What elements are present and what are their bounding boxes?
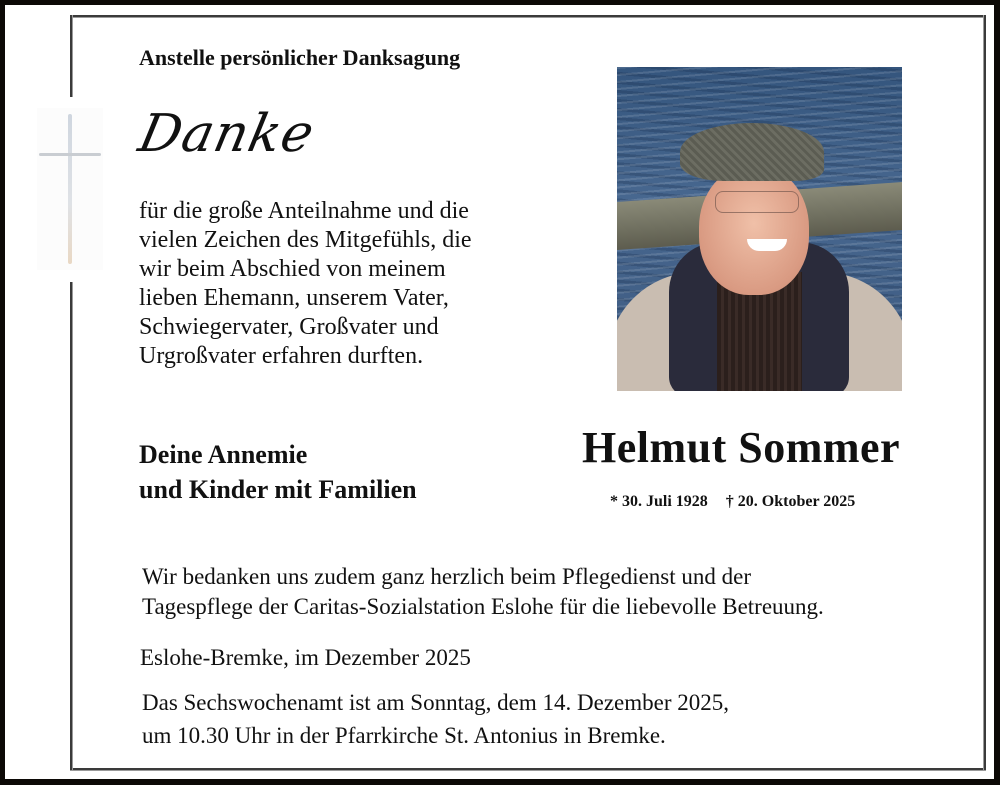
cross-horizontal-beam	[39, 153, 101, 156]
notice-header: Anstelle persönlicher Danksagung	[139, 45, 461, 70]
gratitude-line: Schwiegervater, Großvater und	[139, 314, 439, 340]
death-date: † 20. Oktober 2025	[725, 493, 856, 510]
gratitude-line: für die große Anteilnahme und die	[139, 198, 469, 224]
gratitude-line: Urgroßvater erfahren durften.	[139, 343, 424, 369]
signoff	[139, 437, 417, 507]
frame-border-bottom	[70, 768, 986, 770]
place-date: Eslohe-Bremke, im Dezember 2025	[140, 645, 471, 670]
photo-smile	[747, 239, 787, 251]
service-line: um 10.30 Uhr in der Pfarrkirche St. Antonius in Bremke.	[142, 723, 666, 748]
service-line: Das Sechswochenamt ist am Sonntag, dem 14. Dezember 2025,	[142, 690, 730, 715]
deceased-name: Helmut Sommer	[582, 423, 901, 472]
care-thanks-text	[142, 562, 824, 622]
gratitude-line: wir beim Abschied von meinem	[139, 256, 446, 282]
frame-border-top	[70, 15, 986, 17]
gratitude-text	[139, 197, 559, 371]
life-dates	[610, 493, 855, 511]
signoff-line: Deine Annemie	[139, 440, 308, 469]
frame-border-left-upper	[70, 15, 72, 97]
photo-glasses	[715, 191, 799, 213]
frame-border-right	[984, 15, 986, 770]
cross-icon	[37, 108, 103, 270]
gratitude-line: lieben Ehemann, unserem Vater,	[139, 285, 449, 311]
memorial-service-text	[142, 686, 729, 752]
photo-face	[699, 165, 809, 295]
gratitude-line: vielen Zeichen des Mitgefühls, die	[139, 227, 472, 253]
signoff-line: und Kinder mit Familien	[139, 475, 417, 504]
frame-border-left-lower	[70, 282, 72, 770]
care-thanks-line: Tagespflege der Caritas-Sozialstation Eslohe für die liebevolle Betreuung.	[142, 594, 824, 619]
photo-cap	[680, 123, 824, 181]
script-title: Danke	[133, 104, 320, 164]
birth-date: * 30. Juli 1928	[610, 493, 708, 510]
portrait-photo	[617, 67, 902, 391]
cross-vertical-beam	[68, 114, 72, 264]
care-thanks-line: Wir bedanken uns zudem ganz herzlich beim Pflegedienst und der	[142, 564, 752, 589]
